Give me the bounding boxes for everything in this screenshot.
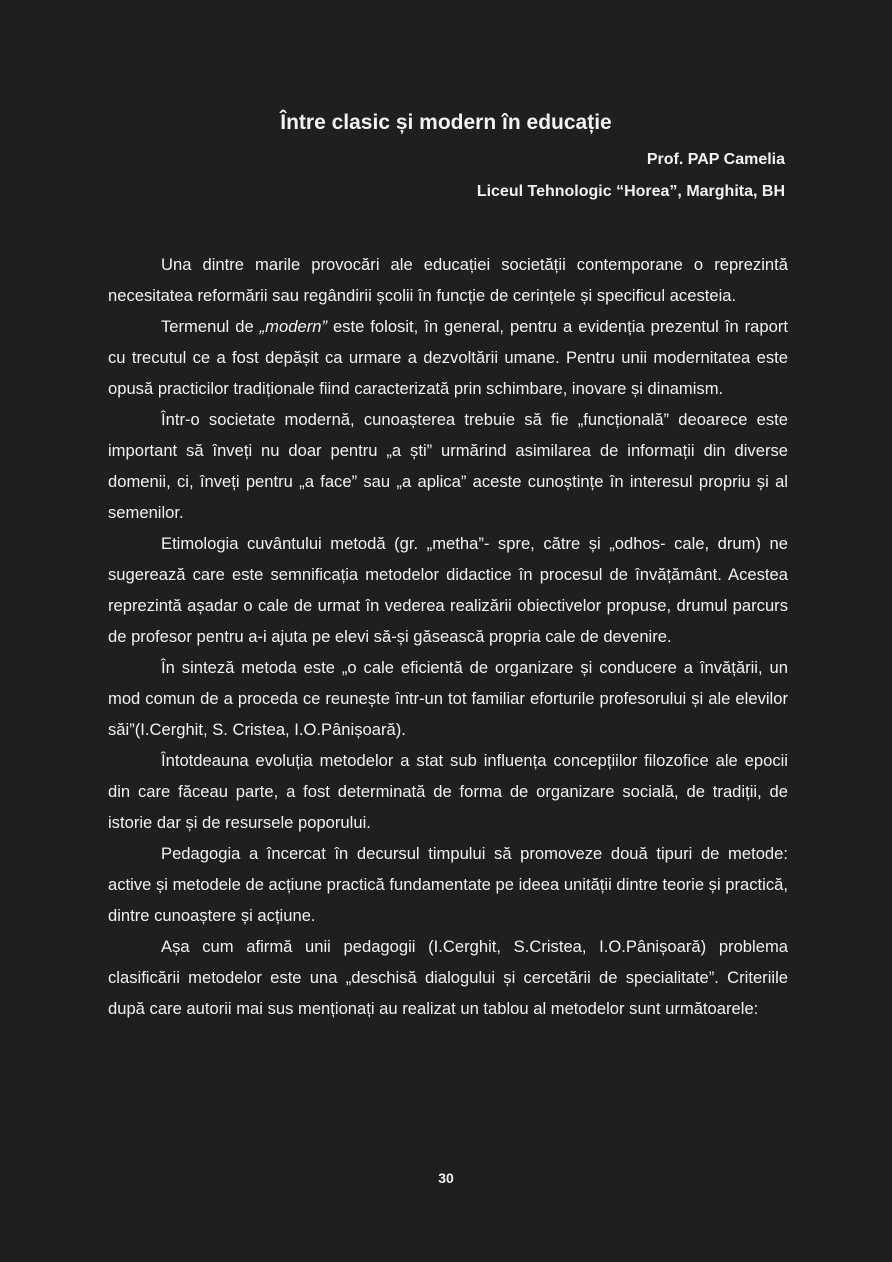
author-name: Prof. PAP Camelia [646, 151, 785, 168]
page-number: 30 [438, 1170, 454, 1186]
school-affiliation: Liceul Tehnologic “Horea”, Marghita, BH [476, 183, 785, 200]
paragraph-text: este folosit, în general, pentru a evidenția prezentul în raport cu trecutul ce a fost depășit ca urmare a dezvoltării umane. Pentru unii modernitatea este opusă practicilor tradiționale fiind caracterizată prin schimbare, inovare și dinamism. [108, 317, 788, 398]
paragraph-text: Termenul de [161, 317, 260, 336]
paragraph [108, 311, 788, 404]
paragraph: În sinteză metoda este „o cale eficientă de organizare și conducere a învățării, un mod comun de a proceda ce reunește într-un tot familiar eforturile profesorului și ale elevilor săi”(I.Cerghit, S. Cristea, I.O.Pânișoară). [108, 658, 788, 739]
paragraph: Întotdeauna evoluția metodelor a stat sub influența concepțiilor filozofice ale epocii din care făceau parte, a fost determinată de forma de organizare socială, de tradiții, de istorie dar și de resursele poporului. [108, 751, 788, 832]
emphasis-term: „modern” [259, 317, 327, 336]
article-body [108, 249, 788, 1024]
paragraph: Așa cum afirmă unii pedagogii (I.Cerghit, S.Cristea, I.O.Pânișoară) problema clasificării metodelor este una „deschisă dialogului și cercetării de specialitate”. Criteriile după care autorii mai sus menționați au realizat un tablou al metodelor sunt următoarele: [108, 937, 788, 1018]
paragraph: Una dintre marile provocări ale educației societății contemporane o reprezintă necesitatea reformării sau regândirii școlii în funcție de cerințele și specificul acesteia. [108, 255, 788, 305]
page-title: Între clasic și modern în educație [280, 111, 612, 134]
paragraph: Pedagogia a încercat în decursul timpului să promoveze două tipuri de metode: active și metodele de acțiune practică fundamentate pe ideea unității dintre teorie și practică, dintre cunoaștere și acțiune. [108, 844, 788, 925]
paragraph: Etimologia cuvântului metodă (gr. „metha”- spre, către și „odhos- cale, drum) ne sugerează care este semnificația metodelor didactice în procesul de învățământ. Acestea reprezintă așadar o cale de urmat în vederea realizării obiectivelor propuse, drumul parcurs de profesor pentru a-i ajuta pe elevi să-și găsească propria cale de devenire. [108, 534, 788, 646]
paragraph: Într-o societate modernă, cunoașterea trebuie să fie „funcțională” deoarece este important să înveți nu doar pentru „a ști” urmărind asimilarea de informații din diverse domenii, ci, înveți pentru „a face” sau „a aplica” aceste cunoștințe în interesul propriu și al semenilor. [108, 410, 788, 522]
